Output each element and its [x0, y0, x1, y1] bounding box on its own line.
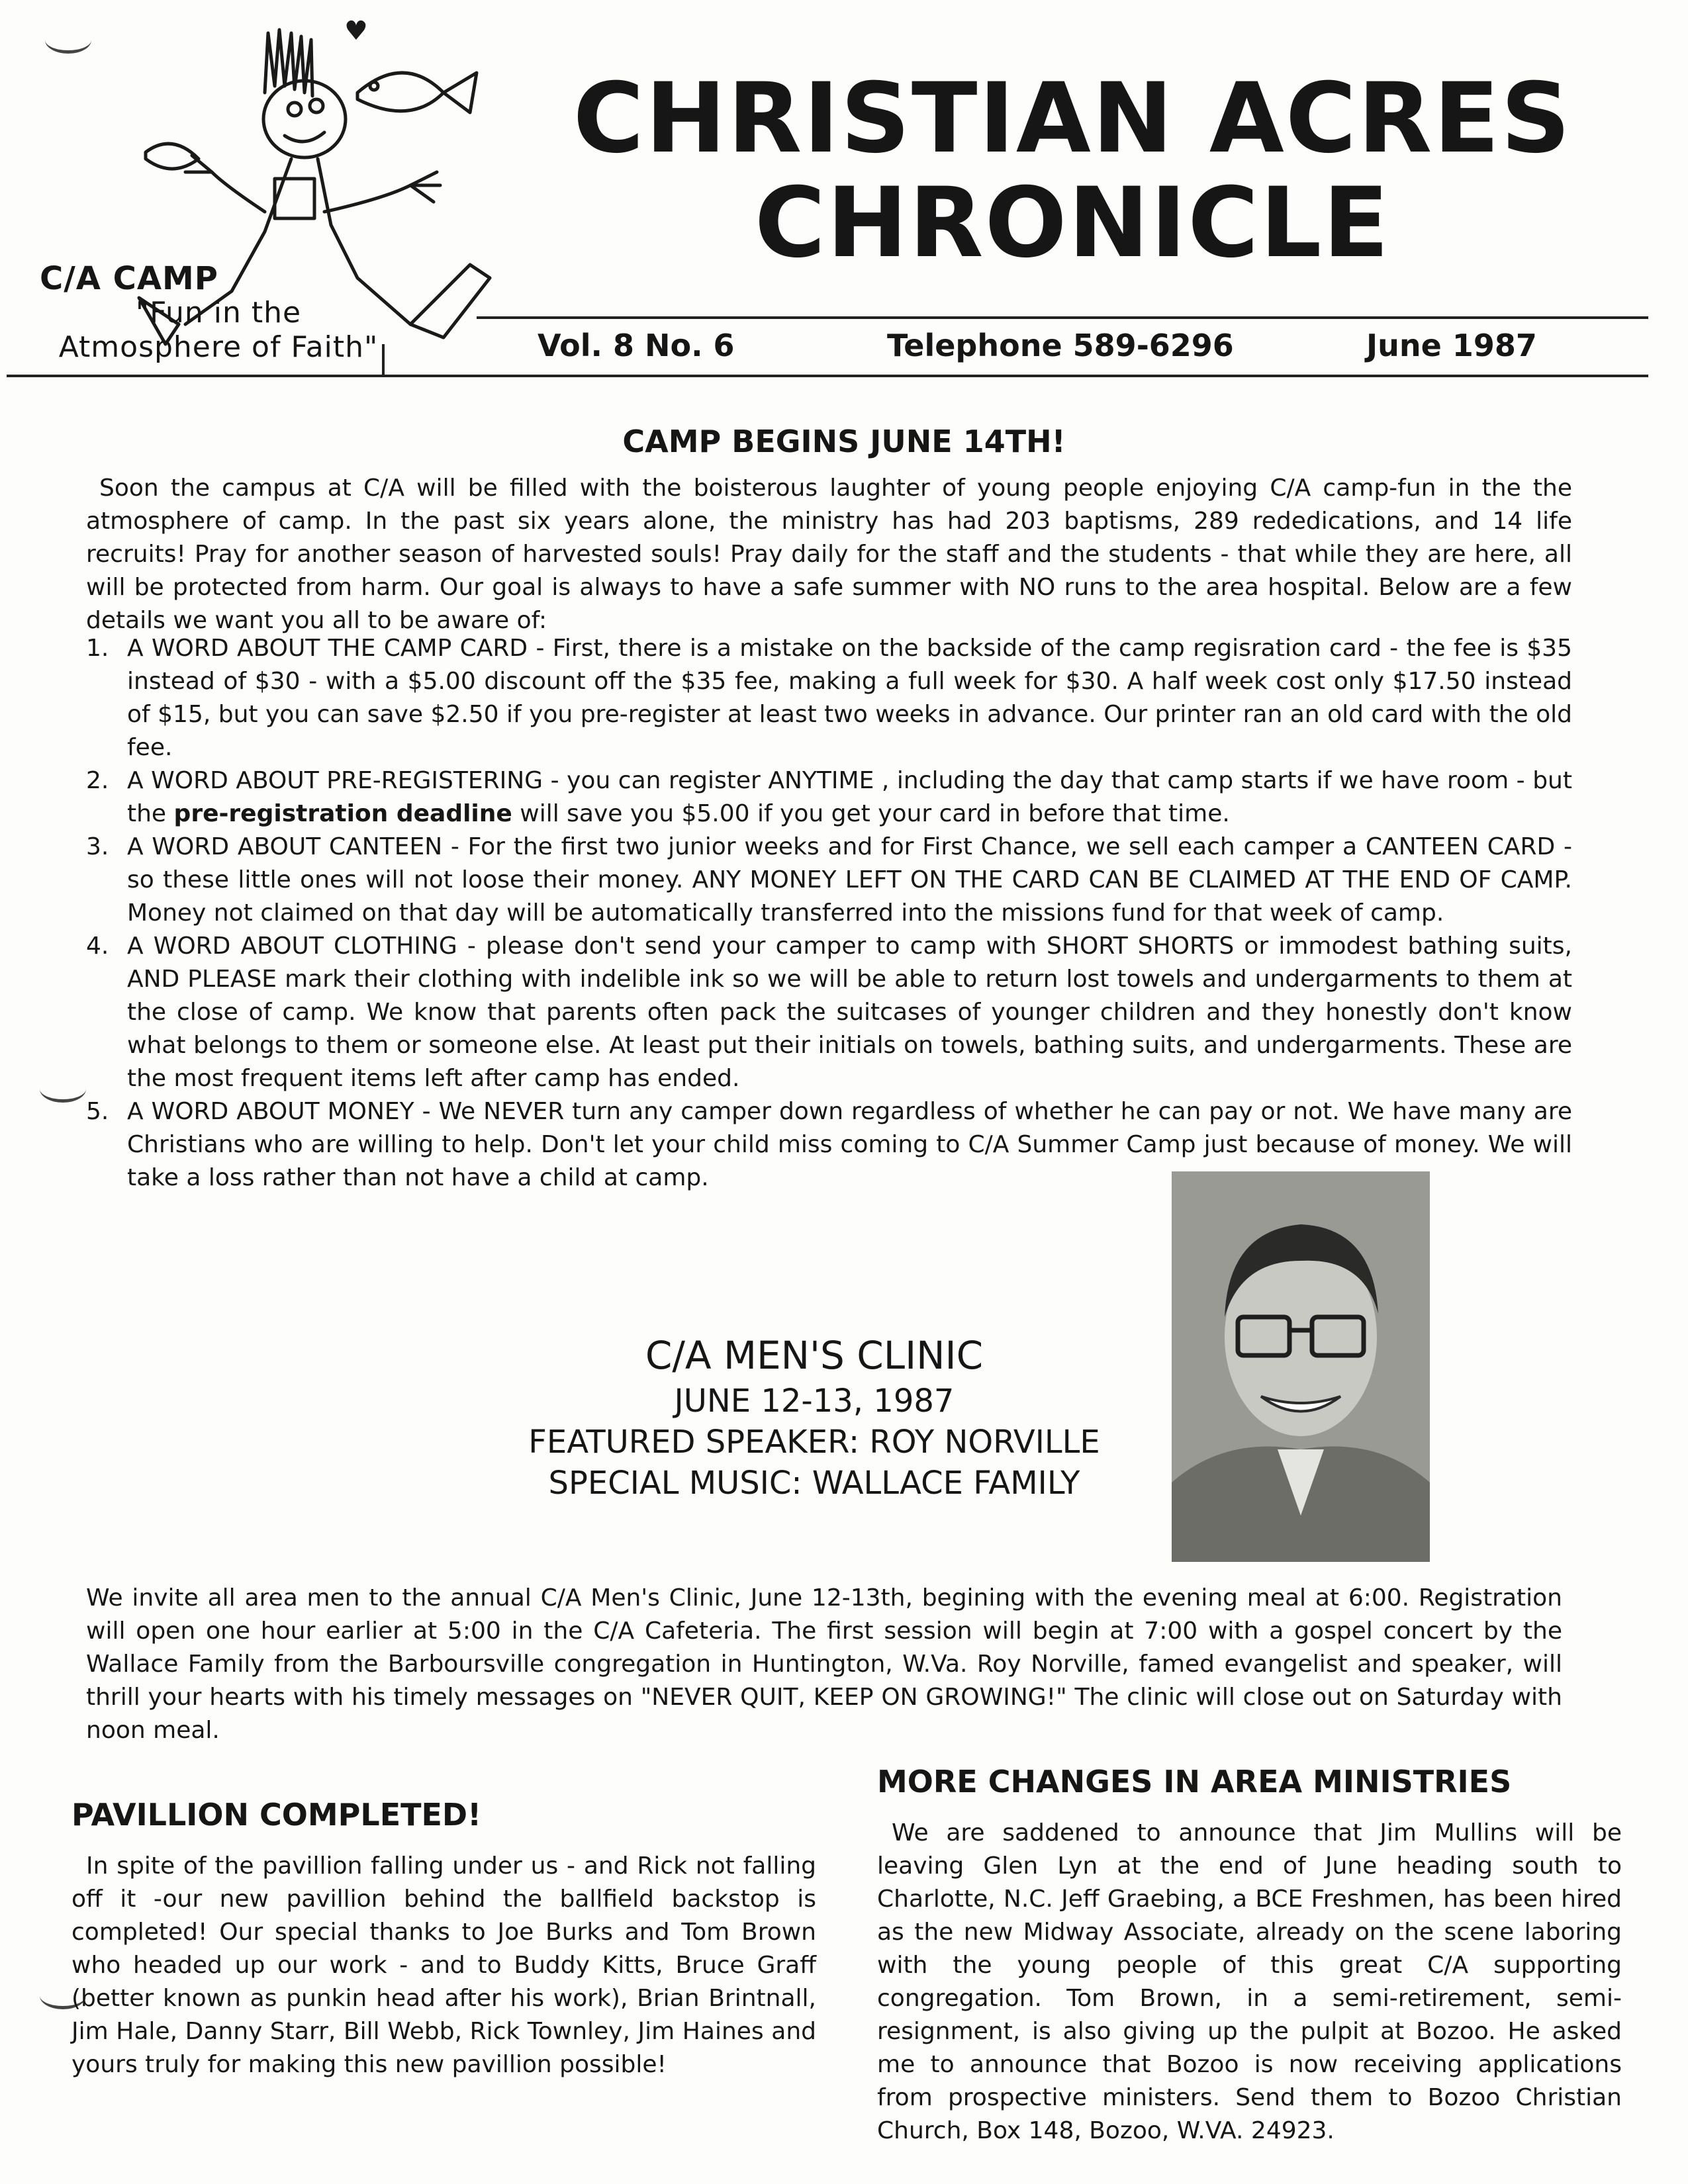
- issue-date: June 1987: [1366, 328, 1537, 363]
- title-line-2: CHRONICLE: [754, 167, 1391, 279]
- logo-tagline-line1: "Fun in the: [135, 296, 302, 330]
- clinic-title: C/A MEN'S CLINIC: [645, 1333, 984, 1378]
- pavillion-heading: PAVILLION COMPLETED!: [71, 1797, 482, 1833]
- logo-tagline-line2: Atmosphere of Faith": [58, 330, 379, 364]
- list-item: [86, 930, 1572, 1095]
- clinic-music: SPECIAL MUSIC: WALLACE FAMILY: [548, 1465, 1080, 1502]
- camp-article-heading: CAMP BEGINS JUNE 14TH!: [622, 424, 1066, 459]
- list-item-bold-text: pre-registration deadline: [173, 800, 512, 827]
- list-item-text: A WORD ABOUT THE CAMP CARD - First, there is a mistake on the backside of the camp regisration card - the fee is $35 instead of $30 - with a $5.00 discount off the $35 fee, making a full week for $30. A half week cost only $17.50 instead of $15, but you can save $2.50 if you pre-register at least two weeks in advance. Our printer ran an old card with the old fee.: [127, 635, 1572, 761]
- list-item: [86, 632, 1572, 764]
- list-item: [86, 831, 1572, 930]
- camp-details-list: [86, 632, 1572, 1195]
- list-item-number: 2.: [86, 767, 109, 794]
- newsletter-title: [530, 62, 1615, 279]
- masthead-rule-divider: [382, 344, 385, 375]
- masthead-rule-bottom: [7, 375, 1648, 377]
- clinic-dates: JUNE 12-13, 1987: [674, 1383, 955, 1420]
- list-item-text: A WORD ABOUT CANTEEN - For the first two junior weeks and for First Chance, we sell each camper a CANTEEN CARD - so these little ones will not loose their money. ANY MONEY LEFT ON THE CARD CAN BE CLAIMED AT THE END OF CAMP. Money not claimed on that day will be automatically transferred into the missions fund for that week of camp.: [127, 833, 1572, 927]
- list-item-text: A WORD ABOUT CLOTHING - please don't send your camper to camp with SHORT SHORTS or immodest bathing suits, AND PLEASE mark their clothing with indelible ink so we will be able to return lost towels and undergarments to them at the close of camp. We know that parents often pack the suitcases of younger children and they honestly don't know what belongs to them or someone else. At least put their initials on towels, bathing suits, and undergarments. These are the most frequent items left after camp has ended.: [127, 933, 1572, 1092]
- pavillion-body-text: In spite of the pavillion falling under us - and Rick not falling off it -our new pavillion behind the ballfield backstop is completed! Our special thanks to Joe Burks and Tom Brown who headed up our work - and to Buddy Kitts, Bruce Graff (better known as punkin head after his work), Brian Brintnall, Jim Hale, Danny Starr, Bill Webb, Rick Townley, Jim Haines and yours truly for making this new pavillion possible!: [71, 1852, 816, 2078]
- svg-text:♥: ♥: [344, 16, 368, 46]
- list-item-text: A WORD ABOUT PRE-REGISTERING - you can register ANYTIME , including the day that camp starts if we have room - but the: [127, 767, 1572, 827]
- telephone-number: Telephone 589-6296: [887, 328, 1234, 363]
- list-item-number: 1.: [86, 635, 109, 662]
- camp-article-intro: Soon the campus at C/A will be filled with the boisterous laughter of young people enjoying C/A camp-fun in the the atmosphere of camp. In the past six years alone, the ministry has had 203 baptisms, 289 rededications, and 14 life recruits! Pray for another season of harvested souls! Pray daily for the staff and the students - that while they are here, all will be protected from harm. Our goal is always to have a safe summer with NO runs to the area hospital. Below are a few details we want you all to be aware of:: [86, 475, 1572, 634]
- clinic-body-text: We invite all area men to the annual C/A Men's Clinic, June 12-13th, begining with the evening meal at 6:00. Registration will open one hour earlier at 5:00 in the C/A Cafeteria. The first session will begin at 7:00 with a gospel concert by the Wallace Family from the Barboursville congregation in Huntington, W.Va. Roy Norville, famed evangelist and speaker, will thrill your hearts with his timely messages on "NEVER QUIT, KEEP ON GROWING!" The clinic will close out on Saturday with noon meal.: [86, 1584, 1562, 1744]
- logo-camp-name: C/A CAMP: [40, 260, 218, 297]
- logo-tagline-block: [33, 261, 404, 365]
- masthead-rule-top: [477, 316, 1648, 319]
- list-item: [86, 764, 1572, 831]
- clinic-speaker: FEATURED SPEAKER: ROY NORVILLE: [528, 1424, 1100, 1461]
- binder-hole-middle: [40, 1075, 86, 1103]
- mens-clinic-announcement: [463, 1330, 1165, 1504]
- speaker-photo: [1172, 1171, 1430, 1562]
- list-item-number: 4.: [86, 933, 109, 960]
- list-item-number: 5.: [86, 1098, 109, 1125]
- ministries-body-text: We are saddened to announce that Jim Mullins will be leaving Glen Lyn at the end of June heading south to Charlotte, N.C. Jeff Graebing, a BCE Freshmen, has been hired as the new Midway Associate, already on the scene laboring with the young people of this great C/A supporting congregation. Tom Brown, in a semi-retirement, semi-resignment, is also giving up the pulpit at Bozoo. He asked me to announce that Bozoo is now receiving applications from prospective ministers. Send them to Bozoo Christian Church, Box 148, Bozoo, W.VA. 24923.: [877, 1819, 1622, 2144]
- list-item-number: 3.: [86, 833, 109, 860]
- list-item-text: will save you $5.00 if you get your card in before that time.: [520, 800, 1230, 827]
- list-item-text: A WORD ABOUT MONEY - We NEVER turn any camper down regardless of whether he can pay or not. We have many are Christians who are willing to help. Don't let your child miss coming to C/A Summer Camp just because of money. We will take a loss rather than not have a child at camp.: [127, 1098, 1572, 1191]
- title-line-1: CHRISTIAN ACRES: [573, 62, 1572, 175]
- volume-number: Vol. 8 No. 6: [538, 328, 735, 363]
- ministries-heading: MORE CHANGES IN AREA MINISTRIES: [877, 1764, 1512, 1799]
